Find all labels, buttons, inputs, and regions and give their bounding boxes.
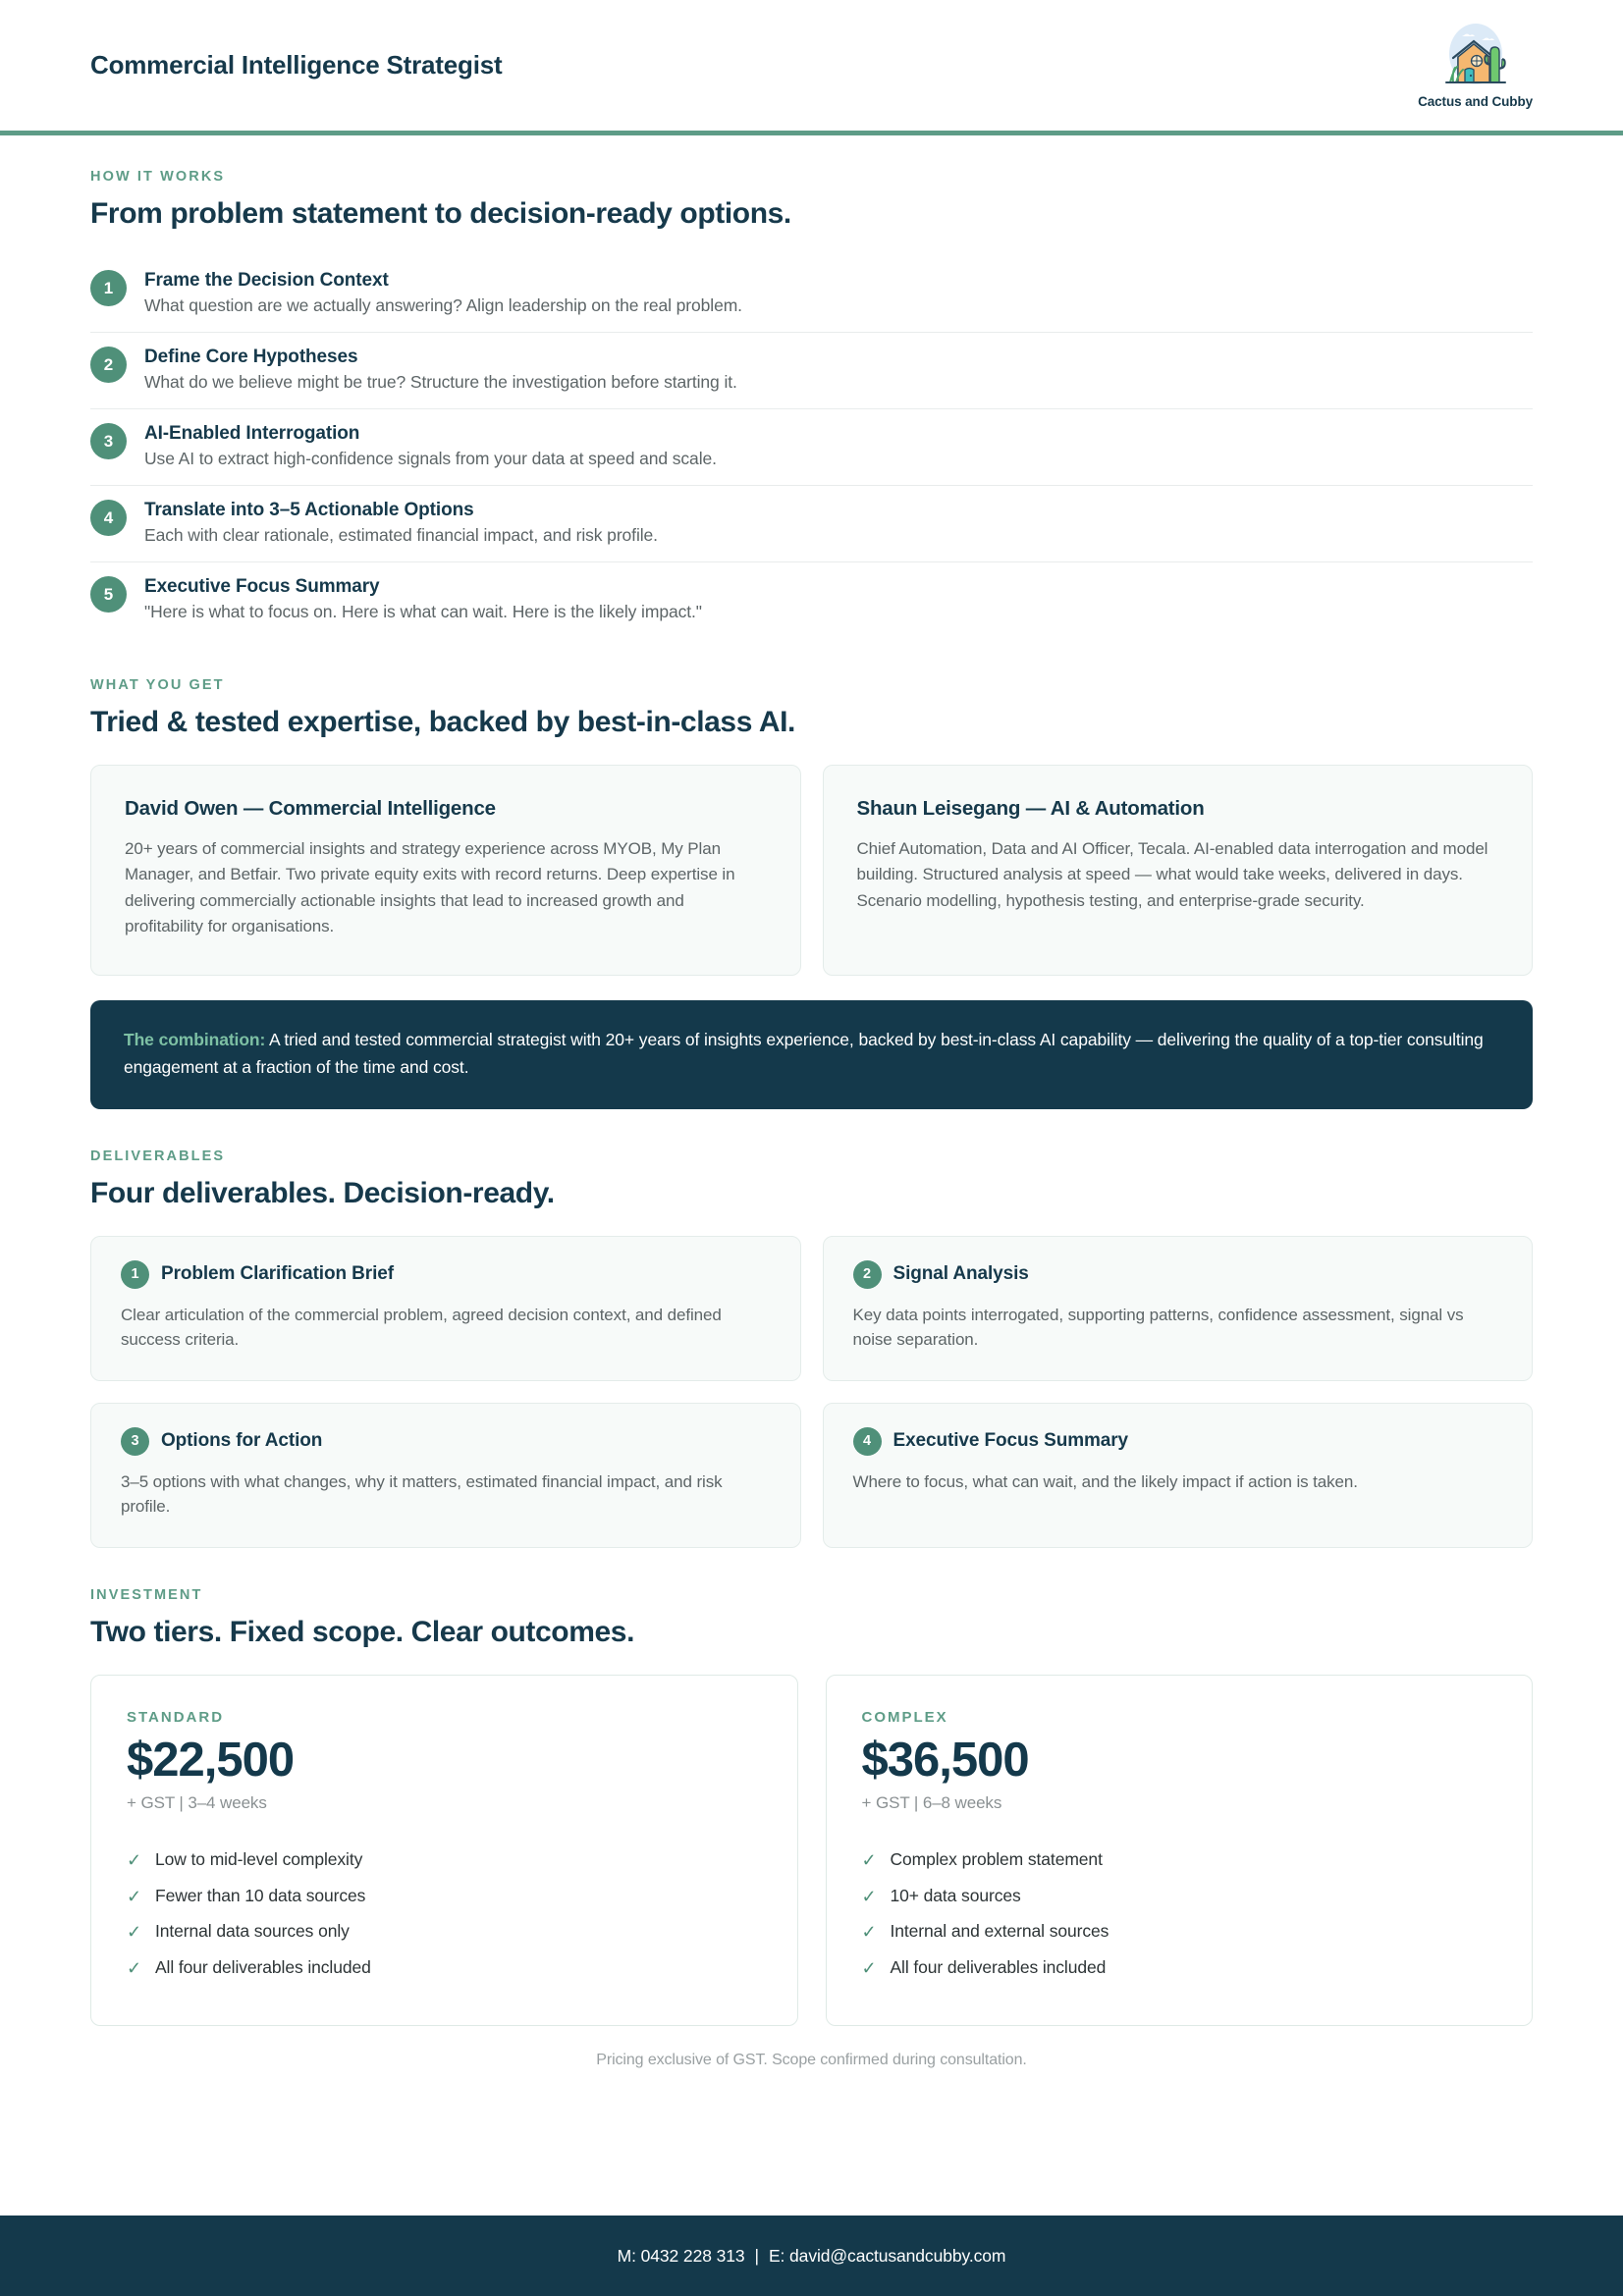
pricing-card-standard[interactable] [90, 1675, 798, 2026]
bio-card [90, 765, 801, 976]
step-title: Translate into 3–5 Actionable Options [144, 500, 474, 520]
check-icon: ✓ [861, 1886, 877, 1906]
process-step [90, 486, 1533, 562]
step-title: AI-Enabled Interrogation [144, 423, 360, 444]
pricing-tier-grid [90, 1675, 1533, 2026]
footer-email[interactable]: E: david@cactusandcubby.com [768, 2245, 1006, 2266]
bio-text: 20+ years of commercial insights and strategy experience across MYOB, My Plan Manager, and Betfair. Two private equity exits with record returns. Deep expertise in delivering commercially actionable insights that lead to increased growth and profitability for organisations. [125, 839, 735, 936]
tier-label: COMPLEX [861, 1708, 948, 1726]
process-step [90, 256, 1533, 333]
step-content [144, 268, 742, 316]
tier-label: STANDARD [127, 1708, 225, 1726]
feature-label: All four deliverables included [890, 1956, 1107, 1977]
tier-feature-list [862, 1842, 1497, 1986]
brand-logo [1418, 22, 1533, 109]
footer-contact [618, 2246, 1006, 2267]
check-icon: ✓ [127, 1850, 141, 1871]
combination-banner [90, 1000, 1533, 1108]
step-number-badge: 5 [90, 576, 127, 613]
check-icon: ✓ [861, 1922, 877, 1943]
list-item [127, 1879, 762, 1915]
section-how-it-works [90, 169, 1533, 638]
combination-body: A tried and tested commercial strategist with 20+ years of insights experience, backed by best-in-class AI capability — delivering the quality of a top-tier consulting engagement at a fraction of the time and cost. [124, 1030, 1484, 1077]
tier-price: $36,500 [861, 1733, 1029, 1787]
page-footer [0, 2216, 1623, 2296]
combination-label: The combination: [124, 1030, 266, 1050]
list-item [862, 1842, 1497, 1879]
deliverable-title: Problem Clarification Brief [161, 1263, 394, 1285]
deliverable-number-badge: 3 [121, 1427, 149, 1456]
bio-card [823, 765, 1534, 976]
step-content [144, 421, 717, 469]
section-what-you-get [90, 677, 1533, 1109]
step-description: Use AI to extract high-confidence signals from your data at speed and scale. [144, 449, 717, 468]
deliverable-title: Executive Focus Summary [893, 1430, 1129, 1452]
section-deliverables [90, 1148, 1533, 1548]
section-investment [90, 1587, 1533, 2128]
step-description: What do we believe might be true? Structure the investigation before starting it. [144, 372, 737, 392]
deliverable-header [121, 1260, 771, 1289]
feature-label: Complex problem statement [890, 1849, 1103, 1870]
bio-name: David Owen — Commercial Intelligence [125, 797, 496, 820]
pricing-card-complex[interactable] [826, 1675, 1534, 2026]
tier-feature-list [127, 1842, 762, 1986]
check-icon: ✓ [127, 1922, 141, 1943]
deliverable-description: Clear articulation of the commercial problem, agreed decision context, and defined success criteria. [121, 1305, 722, 1350]
process-step [90, 562, 1533, 638]
how-it-works-eyebrow: HOW IT WORKS [90, 169, 226, 185]
step-title: Define Core Hypotheses [144, 347, 358, 367]
what-you-get-eyebrow: WHAT YOU GET [90, 677, 225, 693]
feature-label: Fewer than 10 data sources [154, 1885, 366, 1905]
process-step-list [90, 256, 1533, 638]
what-you-get-heading: Tried & tested expertise, backed by best-in-class AI. [90, 706, 795, 738]
bio-name: Shaun Leisegang — AI & Automation [856, 797, 1205, 820]
step-description: "Here is what to focus on. Here is what can wait. Here is the likely impact." [144, 602, 702, 621]
cactus-cubby-logo-icon [1434, 22, 1517, 90]
how-it-works-heading: From problem statement to decision-ready options. [90, 197, 791, 230]
logo-wordmark: Cactus and Cubby [1418, 94, 1533, 109]
tier-meta: + GST | 3–4 weeks [127, 1793, 267, 1813]
investment-eyebrow: INVESTMENT [90, 1586, 203, 1603]
deliverables-heading: Four deliverables. Decision-ready. [90, 1176, 555, 1209]
footer-phone[interactable]: M: 0432 228 313 [617, 2245, 745, 2266]
process-step [90, 409, 1533, 486]
check-icon: ✓ [127, 1886, 141, 1906]
deliverable-header [853, 1427, 1503, 1456]
deliverable-card [823, 1236, 1534, 1381]
tier-price: $22,500 [127, 1733, 295, 1787]
list-item [127, 1842, 762, 1879]
bio-card-grid [90, 765, 1533, 976]
step-number-badge: 2 [90, 347, 127, 383]
deliverable-header [121, 1427, 771, 1456]
step-content [144, 498, 658, 546]
feature-label: Internal and external sources [890, 1921, 1109, 1942]
check-icon: ✓ [127, 1957, 141, 1978]
process-step [90, 333, 1533, 409]
page-header [0, 0, 1623, 135]
check-icon: ✓ [861, 1850, 877, 1871]
pricing-note: Pricing exclusive of GST. Scope confirmed during consultation. [596, 2052, 1027, 2069]
deliverable-description: Where to focus, what can wait, and the likely impact if action is taken. [852, 1471, 1358, 1491]
step-title: Executive Focus Summary [144, 576, 380, 597]
list-item [862, 1914, 1497, 1950]
deliverable-description: Key data points interrogated, supporting patterns, confidence assessment, signal vs noise separation. [852, 1305, 1464, 1350]
step-number-badge: 4 [90, 500, 127, 536]
deliverable-card [90, 1403, 801, 1548]
feature-label: 10+ data sources [890, 1885, 1021, 1905]
list-item [127, 1914, 762, 1950]
step-description: Each with clear rationale, estimated financial impact, and risk profile. [144, 525, 658, 545]
footer-separator: | [754, 2245, 759, 2266]
page-title: Commercial Intelligence Strategist [90, 50, 503, 80]
step-number-badge: 3 [90, 423, 127, 459]
list-item [127, 1950, 762, 1987]
step-content [144, 574, 702, 622]
investment-heading: Two tiers. Fixed scope. Clear outcomes. [90, 1615, 635, 1648]
feature-label: Low to mid-level complexity [154, 1849, 363, 1870]
bio-text: Chief Automation, Data and AI Officer, Tecala. AI-enabled data interrogation and model building. Structured analysis at speed — what would take weeks, delivered in days. Scenario modelling, hypothesis testing, and enterprise-grade security. [856, 839, 1488, 910]
deliverable-card [90, 1236, 801, 1381]
step-description: What question are we actually answering? Align leadership on the real problem. [144, 295, 742, 315]
deliverable-title: Signal Analysis [893, 1263, 1029, 1285]
deliverable-number-badge: 4 [853, 1427, 882, 1456]
deliverable-card-grid [90, 1236, 1533, 1548]
feature-label: Internal data sources only [154, 1921, 350, 1942]
deliverable-number-badge: 1 [121, 1260, 149, 1289]
deliverable-title: Options for Action [161, 1430, 323, 1452]
combination-text-wrapper [124, 1027, 1499, 1080]
deliverables-eyebrow: DELIVERABLES [90, 1148, 226, 1164]
step-number-badge: 1 [90, 270, 127, 306]
step-content [144, 345, 737, 393]
step-title: Frame the Decision Context [144, 270, 389, 291]
check-icon: ✓ [861, 1957, 877, 1978]
deliverable-card [823, 1403, 1534, 1548]
deliverable-number-badge: 2 [853, 1260, 882, 1289]
tier-meta: + GST | 6–8 weeks [861, 1793, 1002, 1813]
list-item [862, 1879, 1497, 1915]
page-body [0, 135, 1623, 2216]
list-item [862, 1950, 1497, 1987]
deliverable-description: 3–5 options with what changes, why it matters, estimated financial impact, and risk profile. [121, 1471, 723, 1517]
feature-label: All four deliverables included [154, 1956, 371, 1977]
deliverable-header [853, 1260, 1503, 1289]
